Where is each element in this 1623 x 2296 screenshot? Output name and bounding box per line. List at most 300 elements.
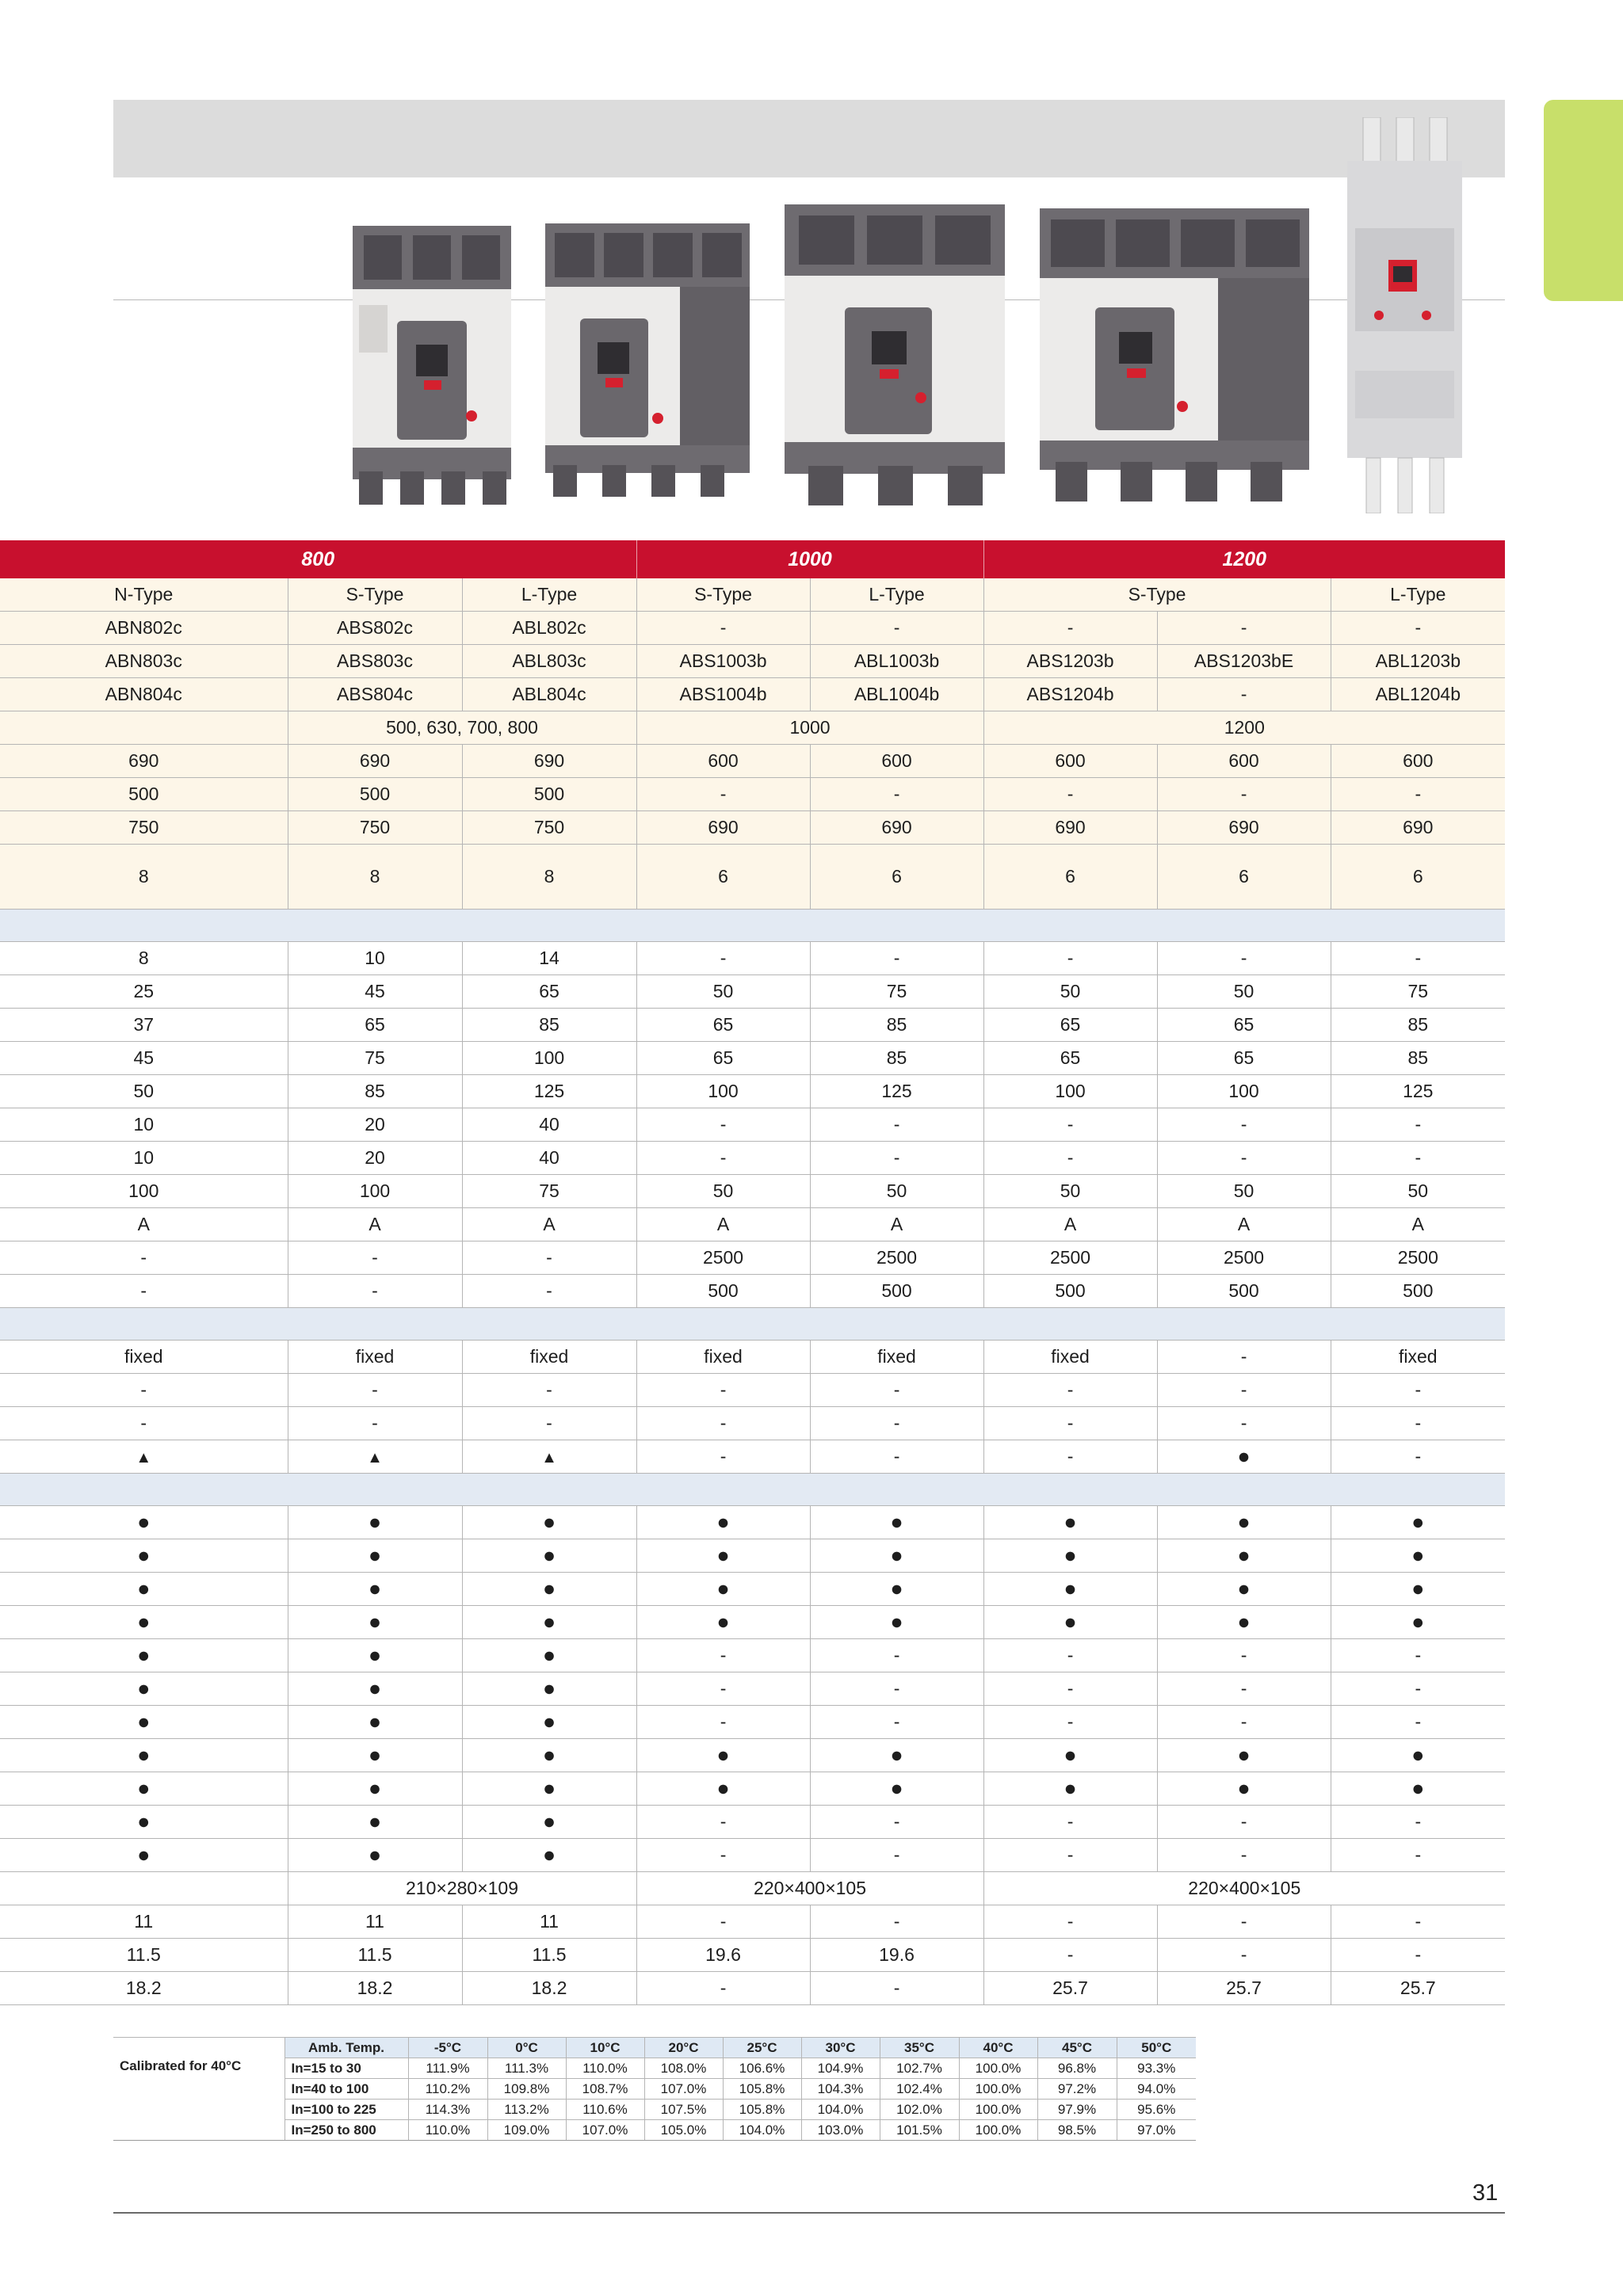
- table-cell: -: [636, 1440, 810, 1474]
- correction-value: 102.7%: [880, 2058, 959, 2079]
- table-row: [0, 1706, 1505, 1739]
- table-cell: [0, 1872, 288, 1905]
- triangle-icon: ▲: [136, 1449, 152, 1466]
- table-cell: -: [1331, 1905, 1505, 1939]
- table-cell: -: [462, 1374, 636, 1407]
- table-cell: 50: [0, 1075, 288, 1108]
- table-cell: -: [1331, 1639, 1505, 1672]
- filled-circle-icon: ●: [368, 1775, 382, 1800]
- table-cell: -: [1331, 1939, 1505, 1972]
- filled-circle-icon: ●: [542, 1642, 556, 1667]
- table-cell: [0, 910, 1505, 942]
- table-cell: 11: [0, 1905, 288, 1939]
- filled-circle-icon: ●: [542, 1809, 556, 1833]
- table-cell: 85: [462, 1009, 636, 1042]
- table-cell: 50: [983, 1175, 1157, 1208]
- table-row: [0, 1042, 1505, 1075]
- filled-circle-icon: ●: [368, 1742, 382, 1767]
- filled-circle-icon: ●: [1411, 1775, 1425, 1800]
- table-cell: 690: [810, 811, 983, 845]
- table-cell: ABN803c: [0, 645, 288, 678]
- filled-circle-icon: ●: [1237, 1576, 1251, 1600]
- filled-circle-icon: ●: [1064, 1742, 1077, 1767]
- table-cell: 25.7: [1157, 1972, 1331, 2005]
- table-cell: -: [1331, 1806, 1505, 1839]
- table-cell: 500: [1331, 1275, 1505, 1308]
- filled-circle-icon: ●: [542, 1676, 556, 1700]
- table-cell: [0, 1308, 1505, 1341]
- table-cell: -: [1157, 1639, 1331, 1672]
- temp-header-cell: 30°C: [801, 2038, 880, 2058]
- table-cell: 750: [462, 811, 636, 845]
- table-cell: [636, 1506, 810, 1539]
- table-row: [0, 1939, 1505, 1972]
- correction-value: 108.7%: [566, 2079, 644, 2100]
- table-cell: -: [983, 1939, 1157, 1972]
- table-cell: -: [1157, 1341, 1331, 1374]
- table-cell: -: [1157, 1374, 1331, 1407]
- temp-header-row: [113, 2038, 1196, 2058]
- table-cell: 18.2: [462, 1972, 636, 2005]
- table-cell: 25.7: [983, 1972, 1157, 2005]
- correction-value: 105.8%: [723, 2079, 801, 2100]
- table-cell: [0, 1606, 288, 1639]
- table-cell: ABS1204b: [983, 678, 1157, 711]
- table-cell: [288, 1806, 462, 1839]
- table-cell: S-Type: [636, 578, 810, 612]
- table-cell: -: [0, 1275, 288, 1308]
- table-cell: [810, 1739, 983, 1772]
- filled-circle-icon: ●: [542, 1742, 556, 1767]
- table-cell: 690: [983, 811, 1157, 845]
- table-cell: [1331, 1606, 1505, 1639]
- table-row: [0, 845, 1505, 910]
- table-cell: [288, 1772, 462, 1806]
- temp-header-cell: -5°C: [408, 2038, 487, 2058]
- filled-circle-icon: ●: [1411, 1576, 1425, 1600]
- table-cell: -: [983, 1905, 1157, 1939]
- table-cell: -: [1331, 1374, 1505, 1407]
- table-cell: -: [1157, 1142, 1331, 1175]
- table-cell: [0, 1672, 288, 1706]
- table-cell: [462, 1772, 636, 1806]
- footer-rule: [113, 2212, 1505, 2214]
- correction-value: 98.5%: [1037, 2120, 1117, 2141]
- table-cell: -: [810, 1639, 983, 1672]
- table-cell: -: [810, 1839, 983, 1872]
- table-cell: [0, 1839, 288, 1872]
- temp-header-cell: 40°C: [959, 2038, 1037, 2058]
- table-row: [0, 1374, 1505, 1407]
- filled-circle-icon: ●: [890, 1543, 903, 1567]
- table-cell: -: [288, 1241, 462, 1275]
- table-cell: -: [636, 1905, 810, 1939]
- table-cell: [636, 1739, 810, 1772]
- table-cell: [810, 1606, 983, 1639]
- correction-value: 100.0%: [959, 2058, 1037, 2079]
- table-cell: 18.2: [0, 1972, 288, 2005]
- table-row: [0, 578, 1505, 612]
- temp-header-cell: 50°C: [1117, 2038, 1196, 2058]
- table-row: [0, 1275, 1505, 1308]
- temp-header-cell: 35°C: [880, 2038, 959, 2058]
- table-cell: -: [636, 1639, 810, 1672]
- breaker-image-1200e: [1347, 117, 1462, 513]
- table-cell: 210×280×109: [288, 1872, 636, 1905]
- table-cell: 65: [983, 1042, 1157, 1075]
- table-cell: 125: [810, 1075, 983, 1108]
- table-cell: 8: [462, 845, 636, 910]
- table-cell: [288, 1440, 462, 1474]
- spec-table: [0, 540, 1505, 2005]
- correction-value: 100.0%: [959, 2120, 1037, 2141]
- filled-circle-icon: ●: [542, 1775, 556, 1800]
- table-cell: 125: [462, 1075, 636, 1108]
- calibrated-label: Calibrated for 40°C: [113, 2058, 285, 2141]
- table-cell: [288, 1606, 462, 1639]
- filled-circle-icon: ●: [137, 1509, 151, 1534]
- table-row: [0, 1142, 1505, 1175]
- table-cell: [983, 1739, 1157, 1772]
- filled-circle-icon: ●: [1237, 1543, 1251, 1567]
- correction-value: 109.0%: [487, 2120, 566, 2141]
- table-cell: 11.5: [462, 1939, 636, 1972]
- table-cell: -: [636, 1672, 810, 1706]
- table-cell: fixed: [636, 1341, 810, 1374]
- filled-circle-icon: ●: [1237, 1742, 1251, 1767]
- table-cell: 19.6: [810, 1939, 983, 1972]
- table-cell: N-Type: [0, 578, 288, 612]
- table-cell: 65: [462, 975, 636, 1009]
- section-divider-row: [0, 1474, 1505, 1506]
- table-cell: -: [1157, 778, 1331, 811]
- table-cell: [462, 1573, 636, 1606]
- table-cell: -: [1157, 1905, 1331, 1939]
- table-cell: 600: [810, 745, 983, 778]
- correction-value: 107.0%: [644, 2079, 723, 2100]
- table-cell: 11.5: [0, 1939, 288, 1972]
- current-range-label: In=250 to 800: [285, 2120, 408, 2141]
- filled-circle-icon: ●: [1064, 1543, 1077, 1567]
- table-cell: -: [1157, 1939, 1331, 1972]
- table-row: [0, 1075, 1505, 1108]
- filled-circle-icon: ●: [137, 1809, 151, 1833]
- table-cell: [0, 1440, 288, 1474]
- correction-value: 97.0%: [1117, 2120, 1196, 2141]
- table-cell: [0, 1706, 288, 1739]
- correction-value: 101.5%: [880, 2120, 959, 2141]
- table-row: [0, 1341, 1505, 1374]
- table-row: [0, 1839, 1505, 1872]
- rating-header: 800: [0, 540, 636, 578]
- filled-circle-icon: ●: [716, 1742, 730, 1767]
- table-cell: -: [636, 612, 810, 645]
- table-cell: ABL1204b: [1331, 678, 1505, 711]
- table-cell: 8: [0, 845, 288, 910]
- filled-circle-icon: ●: [542, 1842, 556, 1867]
- section-divider-row: [0, 1308, 1505, 1341]
- table-cell: ABL1004b: [810, 678, 983, 711]
- table-cell: -: [1331, 778, 1505, 811]
- table-row: [0, 1407, 1505, 1440]
- table-cell: [462, 1506, 636, 1539]
- temp-header-cell: 10°C: [566, 2038, 644, 2058]
- table-row: [0, 1739, 1505, 1772]
- table-cell: fixed: [983, 1341, 1157, 1374]
- filled-circle-icon: ●: [716, 1543, 730, 1567]
- table-cell: -: [1157, 1706, 1331, 1739]
- temp-header-cell: 45°C: [1037, 2038, 1117, 2058]
- filled-circle-icon: ●: [716, 1509, 730, 1534]
- table-cell: [810, 1772, 983, 1806]
- table-cell: [288, 1506, 462, 1539]
- table-row: [0, 1506, 1505, 1539]
- table-cell: -: [983, 1374, 1157, 1407]
- table-cell: 65: [636, 1009, 810, 1042]
- correction-value: 110.2%: [408, 2079, 487, 2100]
- correction-value: 107.5%: [644, 2100, 723, 2120]
- filled-circle-icon: ●: [368, 1676, 382, 1700]
- table-row: [0, 1872, 1505, 1905]
- temp-header-cell: 20°C: [644, 2038, 723, 2058]
- table-cell: L-Type: [1331, 578, 1505, 612]
- table-cell: 100: [1157, 1075, 1331, 1108]
- filled-circle-icon: ●: [368, 1509, 382, 1534]
- table-cell: 50: [1331, 1175, 1505, 1208]
- table-cell: -: [462, 1407, 636, 1440]
- table-cell: -: [1157, 1108, 1331, 1142]
- correction-value: 113.2%: [487, 2100, 566, 2120]
- table-cell: -: [636, 1142, 810, 1175]
- section-divider-row: [0, 910, 1505, 942]
- triangle-icon: ▲: [367, 1449, 383, 1466]
- table-cell: ABL803c: [462, 645, 636, 678]
- table-row: [0, 1606, 1505, 1639]
- table-cell: [983, 1772, 1157, 1806]
- table-cell: -: [1331, 1142, 1505, 1175]
- table-cell: -: [983, 1108, 1157, 1142]
- table-cell: 14: [462, 942, 636, 975]
- correction-value: 111.3%: [487, 2058, 566, 2079]
- table-cell: [462, 1806, 636, 1839]
- table-cell: 50: [810, 1175, 983, 1208]
- correction-value: 103.0%: [801, 2120, 880, 2141]
- correction-value: 104.0%: [723, 2120, 801, 2141]
- table-cell: ABS1003b: [636, 645, 810, 678]
- table-cell: [0, 1573, 288, 1606]
- table-row: [0, 1972, 1505, 2005]
- table-cell: -: [810, 1108, 983, 1142]
- table-cell: -: [1331, 1108, 1505, 1142]
- table-cell: ABS1203bE: [1157, 645, 1331, 678]
- table-cell: [288, 1573, 462, 1606]
- table-cell: ABL804c: [462, 678, 636, 711]
- table-cell: -: [636, 1839, 810, 1872]
- table-cell: -: [636, 1407, 810, 1440]
- filled-circle-icon: ●: [137, 1576, 151, 1600]
- table-row: [0, 1806, 1505, 1839]
- table-cell: [1331, 1506, 1505, 1539]
- table-cell: 500: [462, 778, 636, 811]
- table-cell: fixed: [1331, 1341, 1505, 1374]
- filled-circle-icon: ●: [890, 1609, 903, 1634]
- table-cell: -: [636, 1972, 810, 2005]
- table-cell: 2500: [983, 1241, 1157, 1275]
- correction-value: 114.3%: [408, 2100, 487, 2120]
- correction-value: 109.8%: [487, 2079, 566, 2100]
- table-cell: 2500: [1157, 1241, 1331, 1275]
- table-cell: 220×400×105: [983, 1872, 1505, 1905]
- table-cell: 85: [1331, 1009, 1505, 1042]
- table-cell: [462, 1706, 636, 1739]
- table-cell: 50: [983, 975, 1157, 1009]
- table-cell: -: [983, 778, 1157, 811]
- table-row: [0, 975, 1505, 1009]
- table-cell: 690: [288, 745, 462, 778]
- table-cell: 500: [0, 778, 288, 811]
- filled-circle-icon: ●: [890, 1509, 903, 1534]
- table-cell: 100: [0, 1175, 288, 1208]
- table-cell: 85: [810, 1042, 983, 1075]
- table-cell: -: [1331, 1839, 1505, 1872]
- table-row: [0, 1639, 1505, 1672]
- table-cell: -: [810, 942, 983, 975]
- table-cell: 65: [983, 1009, 1157, 1042]
- filled-circle-icon: ●: [137, 1642, 151, 1667]
- table-cell: 100: [462, 1042, 636, 1075]
- table-cell: 18.2: [288, 1972, 462, 2005]
- correction-value: 107.0%: [566, 2120, 644, 2141]
- table-cell: 220×400×105: [636, 1872, 983, 1905]
- current-range-label: In=100 to 225: [285, 2100, 408, 2120]
- correction-value: 97.9%: [1037, 2100, 1117, 2120]
- table-cell: [983, 1506, 1157, 1539]
- table-cell: fixed: [288, 1341, 462, 1374]
- table-cell: -: [1331, 1706, 1505, 1739]
- table-cell: 25: [0, 975, 288, 1009]
- table-cell: -: [983, 942, 1157, 975]
- filled-circle-icon: ●: [542, 1509, 556, 1534]
- breaker-image-3p-800: [353, 226, 511, 505]
- table-cell: [288, 1539, 462, 1573]
- top-gray-band: [113, 100, 1505, 177]
- table-cell: 500: [810, 1275, 983, 1308]
- table-cell: 2500: [636, 1241, 810, 1275]
- table-cell: 11.5: [288, 1939, 462, 1972]
- table-cell: A: [0, 1208, 288, 1241]
- table-cell: 600: [636, 745, 810, 778]
- filled-circle-icon: ●: [137, 1676, 151, 1700]
- page-number: 31: [1472, 2180, 1499, 2206]
- filled-circle-icon: ●: [1064, 1576, 1077, 1600]
- table-cell: ABL802c: [462, 612, 636, 645]
- table-cell: -: [810, 1905, 983, 1939]
- table-cell: 75: [810, 975, 983, 1009]
- table-cell: [0, 1806, 288, 1839]
- table-cell: 45: [288, 975, 462, 1009]
- table-cell: 85: [288, 1075, 462, 1108]
- current-range-label: In=40 to 100: [285, 2079, 408, 2100]
- correction-value: 104.3%: [801, 2079, 880, 2100]
- correction-value: 96.8%: [1037, 2058, 1117, 2079]
- table-cell: 19.6: [636, 1939, 810, 1972]
- table-cell: -: [636, 778, 810, 811]
- filled-circle-icon: ●: [890, 1775, 903, 1800]
- table-cell: 40: [462, 1108, 636, 1142]
- table-cell: 75: [1331, 975, 1505, 1009]
- table-cell: 1200: [983, 711, 1505, 745]
- table-cell: -: [1157, 1839, 1331, 1872]
- table-cell: 2500: [1331, 1241, 1505, 1275]
- table-cell: 50: [1157, 1175, 1331, 1208]
- table-cell: 50: [1157, 975, 1331, 1009]
- table-cell: -: [1157, 1672, 1331, 1706]
- table-cell: [462, 1839, 636, 1872]
- table-cell: A: [810, 1208, 983, 1241]
- table-cell: [288, 1839, 462, 1872]
- table-cell: fixed: [462, 1341, 636, 1374]
- table-cell: [1331, 1739, 1505, 1772]
- table-cell: [462, 1639, 636, 1672]
- table-cell: [1331, 1573, 1505, 1606]
- table-row: [0, 1175, 1505, 1208]
- breaker-image-4p-1200: [1040, 208, 1309, 502]
- breaker-image-3p-1000: [785, 204, 1005, 505]
- table-cell: [462, 1739, 636, 1772]
- filled-circle-icon: ●: [716, 1576, 730, 1600]
- table-cell: -: [462, 1275, 636, 1308]
- table-row: [0, 1440, 1505, 1474]
- table-row: [0, 745, 1505, 778]
- table-cell: -: [810, 778, 983, 811]
- table-cell: -: [983, 1672, 1157, 1706]
- temp-header-cell: Amb. Temp.: [285, 2038, 408, 2058]
- table-cell: 750: [0, 811, 288, 845]
- filled-circle-icon: ●: [368, 1543, 382, 1567]
- table-cell: [0, 711, 288, 745]
- filled-circle-icon: ●: [542, 1609, 556, 1634]
- table-cell: 600: [1157, 745, 1331, 778]
- table-row: [0, 1772, 1505, 1806]
- table-cell: 20: [288, 1108, 462, 1142]
- table-cell: [462, 1440, 636, 1474]
- correction-value: 93.3%: [1117, 2058, 1196, 2079]
- table-cell: 40: [462, 1142, 636, 1175]
- table-cell: fixed: [0, 1341, 288, 1374]
- table-cell: 500: [1157, 1275, 1331, 1308]
- filled-circle-icon: ●: [716, 1775, 730, 1800]
- table-cell: ABS803c: [288, 645, 462, 678]
- filled-circle-icon: ●: [137, 1842, 151, 1867]
- filled-circle-icon: ●: [1237, 1444, 1251, 1468]
- table-cell: 500: [636, 1275, 810, 1308]
- table-cell: [0, 1772, 288, 1806]
- correction-value: 111.9%: [408, 2058, 487, 2079]
- table-cell: 11: [462, 1905, 636, 1939]
- table-cell: 1000: [636, 711, 983, 745]
- table-cell: -: [810, 1407, 983, 1440]
- table-cell: -: [983, 1407, 1157, 1440]
- table-cell: -: [636, 1374, 810, 1407]
- table-cell: 85: [1331, 1042, 1505, 1075]
- table-cell: -: [810, 1972, 983, 2005]
- table-row: [0, 1208, 1505, 1241]
- table-cell: [462, 1606, 636, 1639]
- table-cell: ABS1203b: [983, 645, 1157, 678]
- table-cell: 125: [1331, 1075, 1505, 1108]
- correction-value: 110.6%: [566, 2100, 644, 2120]
- table-cell: -: [1331, 612, 1505, 645]
